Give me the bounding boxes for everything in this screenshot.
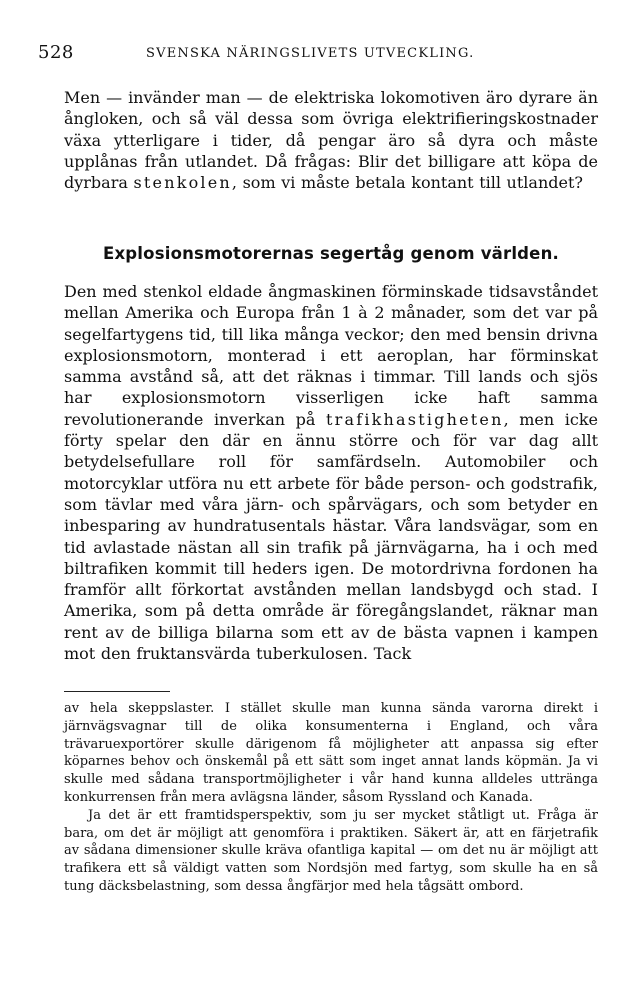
section-heading: Explosionsmotorernas segertåg genom världen. [102, 244, 559, 263]
main-paragraph [64, 281, 598, 664]
main-paragraph-text [64, 281, 598, 664]
intro-emphasis: stenkolen [133, 173, 232, 193]
page-header [38, 42, 598, 66]
footnote-divider [64, 691, 170, 692]
intro-paragraph [64, 87, 598, 193]
intro-text-part1: Men — invänder man — de elektriska lokomotiven äro dyrare än ångloken, och så väl dessa som övriga elektrifieringskostnader växa ytterligare i tider, då pengar äro så dyra och måste upplånas från utlandet. Då frågas: Blir det billigare att köpa de dyrbara [64, 88, 598, 193]
footnote-paragraph-1: av hela skeppslaster. I stället skulle man kunna sända varorna direkt i järnvägsvagnar till de olika konsumenterna i England, och våra trävaruexportörer skulle därigenom få möjligheter att anpassa sig efter köparnes behov och önskemål på ett sätt som inget annat lands köpmän. Ja vi skulle med sådana transportmöjligheter i vår hand kunna alldeles uttränga konkurrensen från mera avlägsna länder, såsom Ryssland och Kanada. [64, 701, 598, 805]
page-number: 528 [38, 42, 74, 63]
main-text-part1: Den med stenkol eldade ångmaskinen förminskade tidsavståndet mellan Amerika och Europa från 1 à 2 månader, som det var på segelfartygens tid, till lika många veckor; den med bensin drivna explosionsmotorn, monterad i ett aeroplan, har förminskat samma avstånd så, att det räknas i timmar. Till lands och sjös har explosionsmotorn visserligen icke haft samma revolutionerande inverkan på [64, 282, 598, 429]
main-text-part2: , men icke förty spelar den där en ännu större och för var dag allt betydelsefullare roll för samfärdseln. Automobiler och motorcyklar utföra nu ett arbete för både person- och godstrafik, som tävlar med våra järn- och spårvägars, och som betyder en inbesparing av hundratusentals hästar. Våra landsvägar, som en tid avlastade nästan all sin trafik på järnvägarna, ha i och med biltrafiken kommit till heders igen. De motordrivna fordonen ha framför allt förkortat avstånden mellan landsbygd och stad. I Amerika, som på detta område är föregångslandet, räknar man rent av de billiga bilarna som ett av de bästa vapnen i kampen mot den fruktansvärda tuberkulosen. Tack [64, 409, 598, 664]
footnote-paragraph-2: Ja det är ett framtidsperspektiv, som ju ser mycket ståtligt ut. Fråga är bara, om det är möjligt att genomföra i praktiken. Säkert är, att en färjetrafik av sådana dimensioner skulle kräva ofantliga kapital — om det nu är möjligt att trafikera ett så väldigt vatten som Nordsjön med fartyg, som skulle ha en så tung däcksbelastning, som dessa ångfärjor med hela tågsätt ombord. [64, 807, 598, 894]
footnotes [64, 700, 598, 896]
intro-text-part2: , som vi måste betala kontant till utlandet? [231, 173, 583, 193]
intro-paragraph-text [64, 87, 598, 193]
running-title: SVENSKA NÄRINGSLIVETS UTVECKLING. [146, 46, 475, 61]
main-emphasis: trafikhastigheten [326, 409, 504, 429]
